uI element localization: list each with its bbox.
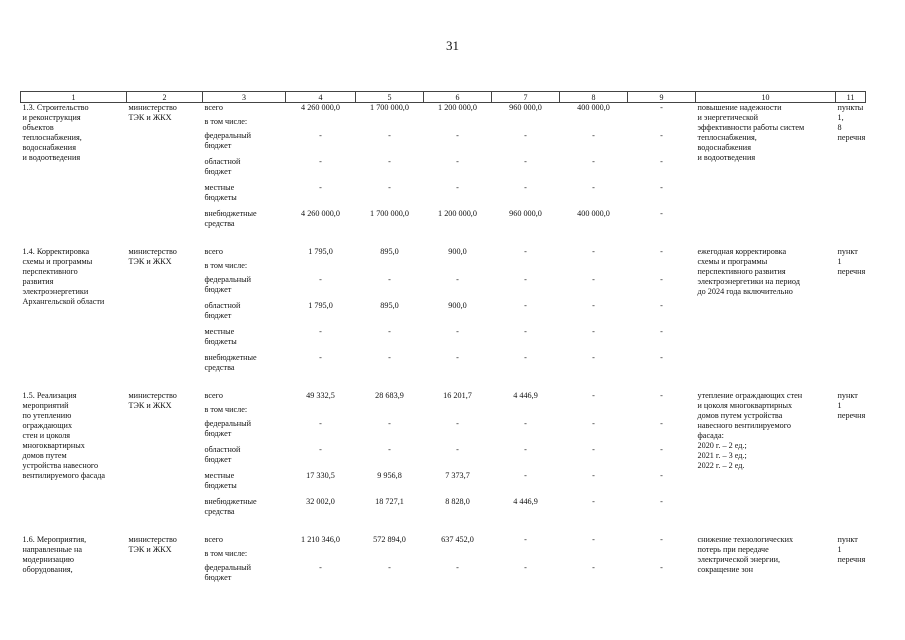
funding-source: в том числе:	[204, 261, 248, 270]
funding-source: местные бюджеты	[204, 183, 237, 202]
amount-cell: -	[660, 419, 663, 428]
funding-source: федеральный бюджет	[204, 131, 252, 150]
amount-cell	[424, 549, 492, 563]
column-number: 4	[286, 92, 356, 103]
activity-name: 1.5. Реализация мероприятий по утеплению ограждающих стен и цоколя многоквартирных домов путем устройства навесного вентилируемого фасада	[22, 391, 106, 480]
amount-cell: -	[592, 327, 595, 336]
amount-cell: -	[319, 131, 322, 140]
funding-source: внебюджетные средства	[204, 209, 257, 228]
funding-source: внебюджетные средства	[204, 353, 257, 372]
column-number: 5	[356, 92, 424, 103]
reference: пункт 1 перечня	[837, 391, 866, 420]
reference: пункты 1, 8 перечня	[837, 103, 866, 142]
amount-cell: 572 894,0	[373, 535, 406, 544]
funding-source: федеральный бюджет	[204, 419, 252, 438]
amount-cell: -	[592, 419, 595, 428]
column-number: 9	[628, 92, 696, 103]
page-number: 31	[446, 38, 459, 53]
amount-cell: 1 200 000,0	[438, 103, 477, 112]
amount-cell: -	[592, 301, 595, 310]
amount-cell: -	[524, 301, 527, 310]
amount-cell: 16 201,7	[443, 391, 472, 400]
amount-cell	[560, 117, 628, 131]
amount-cell: -	[456, 419, 459, 428]
amount-cell	[492, 261, 560, 275]
reference: пункт 1 перечня	[837, 247, 866, 276]
column-number-row	[21, 92, 866, 103]
amount-cell: -	[660, 103, 663, 112]
amount-cell: -	[592, 535, 595, 544]
amount-cell: 895,0	[380, 247, 399, 256]
amount-cell: 4 260 000,0	[301, 103, 340, 112]
column-number: 6	[424, 92, 492, 103]
expected-result: утепление ограждающих стен и цоколя многоквартирных домов путем устройства навесного вентилируемого фасада: 2020 г. – 2 ед.; 2021 г. – 3 ед.; 2022 г. – 2 ед.	[697, 391, 803, 470]
amount-cell: -	[524, 353, 527, 362]
funding-source: всего	[204, 103, 223, 112]
column-number: 11	[836, 92, 866, 103]
amount-cell: -	[319, 445, 322, 454]
amount-cell: 960 000,0	[509, 103, 542, 112]
amount-cell: 900,0	[448, 247, 467, 256]
table-row	[21, 103, 866, 118]
funding-source: областной бюджет	[204, 157, 241, 176]
amount-cell: -	[660, 157, 663, 166]
amount-cell: -	[660, 301, 663, 310]
amount-cell	[560, 549, 628, 563]
amount-cell: 1 700 000,0	[370, 103, 409, 112]
amount-cell: -	[524, 247, 527, 256]
amount-cell: -	[592, 131, 595, 140]
funding-source: федеральный бюджет	[204, 563, 252, 582]
amount-cell: -	[660, 391, 663, 400]
amount-cell: -	[660, 183, 663, 192]
amount-cell: 637 452,0	[441, 535, 474, 544]
amount-cell: 4 446,9	[513, 391, 538, 400]
table-row	[21, 535, 866, 549]
expected-result: ежегодная корректировка схемы и программы перспективного развития электроэнергетики на период до 2024 года включительно	[697, 247, 800, 296]
activity-name: 1.4. Корректировка схемы и программы перспективного развития электроэнергетики Архангельской области	[22, 247, 105, 306]
amount-cell: -	[524, 471, 527, 480]
amount-cell: -	[319, 563, 322, 572]
executor: министерство ТЭК и ЖКХ	[128, 103, 177, 122]
column-number: 8	[560, 92, 628, 103]
amount-cell: -	[660, 247, 663, 256]
funding-source: в том числе:	[204, 117, 248, 126]
amount-cell: 1 200 000,0	[438, 209, 477, 218]
amount-cell: -	[660, 471, 663, 480]
amount-cell: -	[319, 183, 322, 192]
funding-source: в том числе:	[204, 405, 248, 414]
amount-cell: 18 727,1	[375, 497, 404, 506]
funding-source: всего	[204, 247, 223, 256]
column-number: 1	[21, 92, 127, 103]
funding-source: в том числе:	[204, 549, 248, 558]
amount-cell: -	[524, 131, 527, 140]
amount-cell: 1 795,0	[308, 247, 333, 256]
amount-cell: 400 000,0	[577, 209, 610, 218]
amount-cell	[628, 261, 696, 275]
amount-cell	[628, 549, 696, 563]
amount-cell: -	[592, 275, 595, 284]
funding-source: внебюджетные средства	[204, 497, 257, 516]
amount-cell: -	[524, 275, 527, 284]
column-number: 10	[696, 92, 836, 103]
amount-cell: 1 700 000,0	[370, 209, 409, 218]
amount-cell	[424, 405, 492, 419]
expected-result: повышение надежности и энергетической эффективности работы систем теплоснабжения, водоснабжения и водоотведения	[697, 103, 805, 162]
program-table	[20, 91, 866, 589]
amount-cell: -	[456, 353, 459, 362]
amount-cell	[560, 261, 628, 275]
activity-name: 1.6. Мероприятия, направленные на модернизацию оборудования,	[22, 535, 87, 574]
amount-cell: -	[456, 157, 459, 166]
amount-cell: -	[456, 131, 459, 140]
amount-cell	[628, 117, 696, 131]
amount-cell: -	[592, 391, 595, 400]
amount-cell: 400 000,0	[577, 103, 610, 112]
amount-cell: -	[524, 445, 527, 454]
amount-cell: -	[456, 563, 459, 572]
expected-result: снижение технологических потерь при передаче электрической энергии, сокращение зон	[697, 535, 794, 574]
amount-cell: -	[319, 327, 322, 336]
amount-cell: 28 683,9	[375, 391, 404, 400]
funding-source: федеральный бюджет	[204, 275, 252, 294]
amount-cell: -	[388, 327, 391, 336]
amount-cell: -	[660, 275, 663, 284]
amount-cell: -	[388, 183, 391, 192]
amount-cell	[492, 117, 560, 131]
amount-cell: -	[388, 275, 391, 284]
funding-source: областной бюджет	[204, 301, 241, 320]
amount-cell: -	[524, 563, 527, 572]
amount-cell: -	[660, 535, 663, 544]
amount-cell: 895,0	[380, 301, 399, 310]
amount-cell	[286, 261, 356, 275]
amount-cell	[492, 549, 560, 563]
table-row	[21, 391, 866, 405]
amount-cell: -	[388, 131, 391, 140]
amount-cell	[356, 117, 424, 131]
amount-cell: 960 000,0	[509, 209, 542, 218]
amount-cell	[286, 117, 356, 131]
funding-source: местные бюджеты	[204, 327, 237, 346]
amount-cell	[356, 261, 424, 275]
amount-cell: 9 956,8	[377, 471, 402, 480]
amount-cell: -	[592, 247, 595, 256]
spacer-cell	[203, 379, 696, 391]
amount-cell	[492, 405, 560, 419]
funding-source: всего	[204, 535, 223, 544]
amount-cell: -	[660, 353, 663, 362]
amount-cell: -	[456, 183, 459, 192]
amount-cell: -	[388, 445, 391, 454]
amount-cell: -	[660, 131, 663, 140]
amount-cell: -	[592, 157, 595, 166]
amount-cell	[356, 405, 424, 419]
amount-cell: -	[524, 535, 527, 544]
amount-cell: 8 828,0	[445, 497, 470, 506]
amount-cell: -	[660, 327, 663, 336]
amount-cell: 900,0	[448, 301, 467, 310]
amount-cell: -	[592, 471, 595, 480]
spacer-cell	[203, 523, 696, 535]
amount-cell	[424, 117, 492, 131]
amount-cell: -	[524, 327, 527, 336]
amount-cell: -	[319, 275, 322, 284]
amount-cell: -	[592, 445, 595, 454]
activity-name: 1.3. Строительство и реконструкция объектов теплоснабжения, водоснабжения и водоотведения	[22, 103, 89, 162]
amount-cell: 7 373,7	[445, 471, 470, 480]
amount-cell: 32 002,0	[306, 497, 335, 506]
table-row	[21, 247, 866, 261]
amount-cell: 49 332,5	[306, 391, 335, 400]
amount-cell	[560, 405, 628, 419]
amount-cell: -	[319, 353, 322, 362]
amount-cell: -	[660, 563, 663, 572]
amount-cell: 1 210 346,0	[301, 535, 340, 544]
amount-cell: -	[660, 445, 663, 454]
amount-cell: -	[592, 563, 595, 572]
amount-cell	[424, 261, 492, 275]
amount-cell: -	[592, 183, 595, 192]
amount-cell: -	[524, 183, 527, 192]
column-number: 2	[127, 92, 203, 103]
column-number: 3	[203, 92, 286, 103]
amount-cell: -	[524, 157, 527, 166]
reference: пункт 1 перечня	[837, 535, 866, 564]
amount-cell: 1 795,0	[308, 301, 333, 310]
amount-cell: -	[592, 353, 595, 362]
amount-cell	[628, 405, 696, 419]
amount-cell	[286, 549, 356, 563]
executor: министерство ТЭК и ЖКХ	[128, 535, 177, 554]
funding-source: всего	[204, 391, 223, 400]
amount-cell	[356, 549, 424, 563]
amount-cell: -	[388, 419, 391, 428]
amount-cell: -	[524, 419, 527, 428]
amount-cell: 17 330,5	[306, 471, 335, 480]
amount-cell: -	[388, 563, 391, 572]
funding-source: местные бюджеты	[204, 471, 237, 490]
amount-cell: -	[456, 327, 459, 336]
amount-cell: -	[319, 157, 322, 166]
amount-cell: -	[388, 353, 391, 362]
amount-cell: -	[388, 157, 391, 166]
spacer-cell	[203, 235, 696, 247]
amount-cell: 4 446,9	[513, 497, 538, 506]
executor: министерство ТЭК и ЖКХ	[128, 391, 177, 410]
funding-source: областной бюджет	[204, 445, 241, 464]
amount-cell: -	[592, 497, 595, 506]
amount-cell: -	[660, 209, 663, 218]
amount-cell: -	[660, 497, 663, 506]
amount-cell: 4 260 000,0	[301, 209, 340, 218]
amount-cell: -	[319, 419, 322, 428]
amount-cell: -	[456, 275, 459, 284]
amount-cell: -	[456, 445, 459, 454]
column-number: 7	[492, 92, 560, 103]
executor: министерство ТЭК и ЖКХ	[128, 247, 177, 266]
amount-cell	[286, 405, 356, 419]
